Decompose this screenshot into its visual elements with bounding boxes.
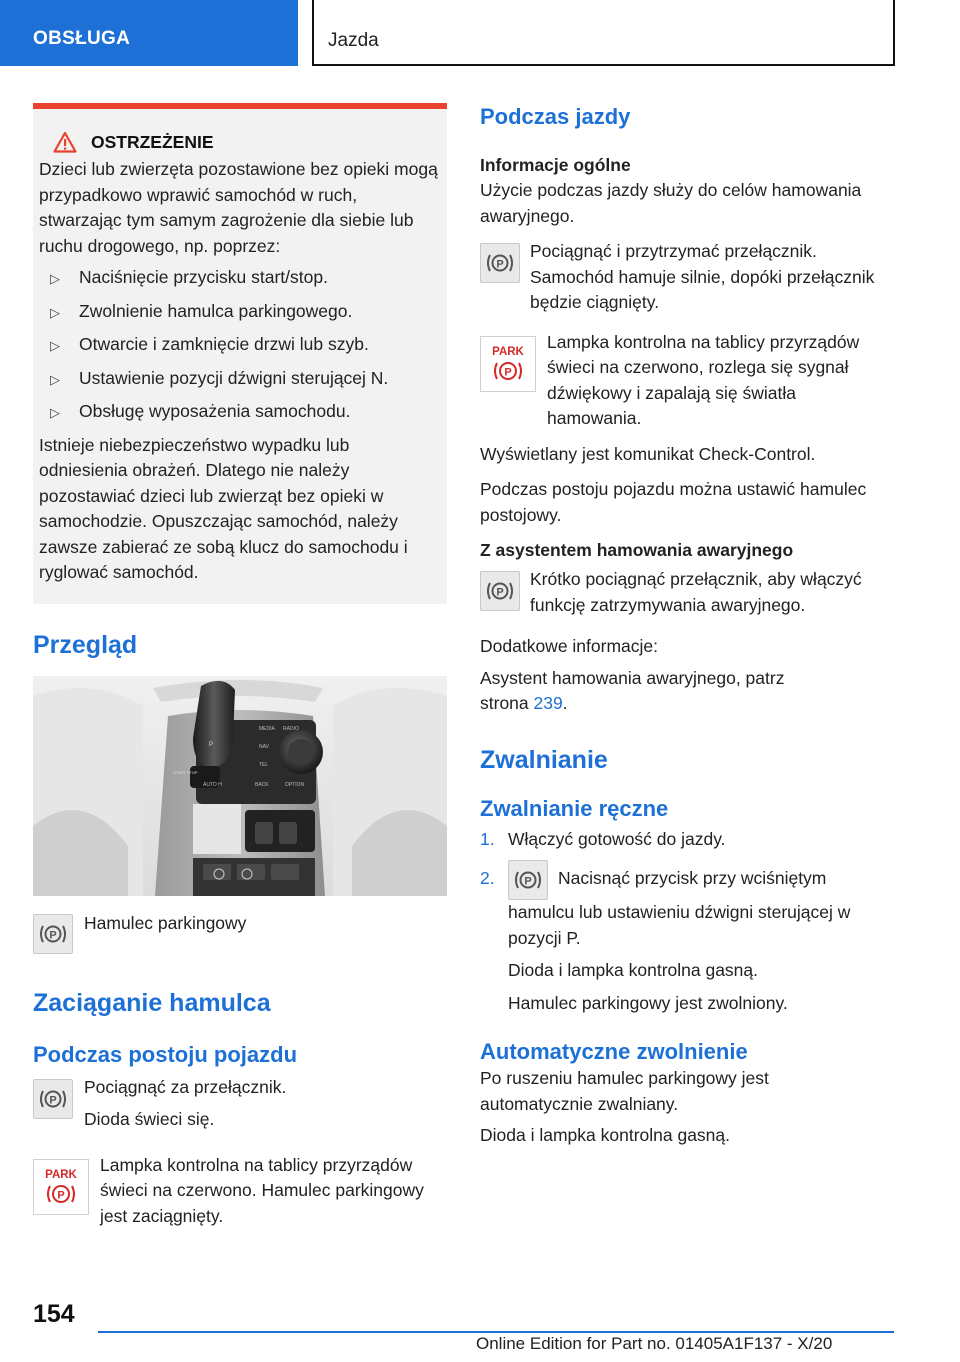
assistant-heading: Z asystentem hamowania awaryjnego	[480, 540, 794, 560]
console-label-back: BACK	[255, 781, 269, 788]
assistant-text: Krótko pociągnąć przełącznik, aby włączyć funkcję zatrzymywania awaryjnego.	[530, 569, 862, 615]
reference-text: Asystent hamowania awaryjnego, patrz strona 239.	[480, 667, 785, 713]
page-reference-link[interactable]: 239	[533, 693, 563, 713]
parking-brake-caption: Hamulec parkingowy	[84, 912, 247, 933]
svg-text:P: P	[49, 1094, 57, 1106]
svg-text:P: P	[57, 1189, 65, 1201]
warning-item: ▷ Otwarcie i zamknięcie drzwi lub szyb.	[39, 332, 441, 359]
triangle-bullet-icon: ▷	[50, 304, 60, 320]
check-control-text: Wyświetlany jest komunikat Check-Control.	[480, 443, 816, 464]
parking-brake-icon	[480, 571, 520, 611]
warning-list	[39, 265, 441, 426]
release-led-text: Dioda i lampka kontrolna gasną.	[508, 960, 759, 980]
park-indicator-lamp-icon	[33, 1159, 89, 1215]
release-steps	[480, 827, 895, 952]
pull-switch-text: Pociągnąć za przełącznik.	[84, 1076, 287, 1097]
driving-indicator-row	[480, 330, 895, 432]
svg-text:PARK: PARK	[492, 345, 524, 358]
chapter-tab	[312, 0, 895, 66]
releasing-heading: Zwalnianie	[480, 745, 608, 774]
triangle-bullet-icon: ▷	[50, 338, 60, 353]
warning-intro: Dzieci lub zwierzęta pozostawione bez opieki mogą przypadkowo wprawić samochód w ruch, stwarzając tym samym zagrożenie dla siebie lub ruchu drogowego, np. poprzez:	[39, 159, 438, 256]
left-column	[33, 103, 447, 1229]
console-label-tel: TEL	[259, 761, 269, 768]
footer-divider	[98, 1331, 894, 1333]
auto-release-led-text: Dioda i lampka kontrolna gasną.	[480, 1125, 731, 1145]
driving-indicator-text: Lampka kontrolna na tablicy przyrządów świeci na czerwono, rozlega się sygnał dźwiękowy i zapalają się światła hamowania.	[547, 331, 860, 428]
step-item: 1. Włączyć gotowość do jazdy.	[480, 828, 726, 849]
svg-text:P: P	[504, 366, 512, 378]
overview-heading: Przegląd	[33, 630, 138, 659]
emergency-pull-row	[480, 239, 895, 316]
parking-brake-icon	[508, 860, 548, 900]
warning-outro: Istnieje niebezpieczeństwo wypadku lub odniesienia obrażeń. Dlatego nie należy pozostawiać dzieci lub zwierząt bez opieki w samochodzie. Opuszczając samochód, należy zawsze zabierać ze sobą klucz do samochodu i ryglować samochód.	[39, 434, 408, 582]
general-info-text: Użycie podczas jazdy służy do celów hamowania awaryjnego.	[480, 180, 862, 226]
driving-heading: Podczas jazdy	[480, 104, 631, 129]
release-done-text: Hamulec parkingowy jest zwolniony.	[508, 992, 788, 1013]
center-console-illustration	[33, 676, 447, 896]
svg-text:P: P	[524, 875, 532, 888]
console-label-radio: RADIO	[283, 725, 299, 732]
warning-item: ▷ Naciśnięcie przycisku start/stop.	[39, 265, 441, 292]
indicator-lamp-row	[33, 1153, 447, 1230]
parking-brake-icon	[33, 1079, 73, 1119]
parking-brake-icon	[33, 914, 73, 954]
console-label-media: MEDIA	[259, 725, 275, 732]
console-label-nav: NAV	[259, 743, 269, 750]
svg-text:P: P	[49, 929, 57, 941]
applying-heading: Zaciąganie hamulca	[33, 988, 271, 1017]
warning-title: OSTRZEŻENIE	[91, 131, 214, 152]
console-label-option: OPTION	[285, 781, 305, 788]
svg-text:P: P	[496, 586, 504, 599]
console-label-auto-h: AUTO H	[203, 781, 222, 788]
warning-header	[39, 131, 441, 153]
parking-brake-icon	[480, 243, 520, 283]
park-indicator-lamp-icon	[480, 336, 536, 392]
pull-switch-row	[33, 1075, 447, 1133]
standstill-heading: Podczas postoju pojazdu	[33, 1041, 298, 1067]
auto-release-text: Po ruszeniu hamulec parkingowy jest automatycznie zwalniany.	[480, 1068, 769, 1114]
warning-item: ▷ Obsługę wyposażenia samochodu.	[39, 399, 441, 426]
assistant-row	[480, 567, 895, 618]
general-info-heading: Informacje ogólne	[480, 155, 631, 175]
auto-release-heading: Automatyczne zwolnienie	[480, 1039, 748, 1064]
page-number: 154	[33, 1300, 75, 1328]
warning-item: ▷ Zwolnienie hamulca parkingowego.	[39, 299, 441, 326]
console-label-start-stop: START STOP	[173, 769, 198, 775]
step-item: 2. P Nacisnąć przycisk przy wciśniętym hamulcu lub ustawieniu dźwigni sterującej w pozycji P.	[480, 866, 895, 951]
center-console-photo	[33, 676, 447, 896]
emergency-pull-text: Pociągnąć i przytrzymać przełącznik. Samochód hamuje silnie, dopóki przełącznik będzie ciągnięty.	[530, 241, 875, 312]
warning-item: ▷ Ustawienie pozycji dźwigni sterującej N.	[39, 366, 441, 393]
triangle-bullet-icon: ▷	[50, 405, 60, 420]
section-tab	[0, 0, 298, 66]
led-on-text: Dioda świeci się.	[84, 1109, 215, 1129]
manual-release-heading: Zwalnianie ręczne	[480, 795, 669, 821]
standstill-text: Podczas postoju pojazdu można ustawić hamulec postojowy.	[480, 479, 867, 525]
edition-text: Online Edition for Part no. 01405A1F137 - X/20	[476, 1334, 833, 1353]
right-column	[480, 103, 895, 1149]
warning-triangle-icon	[53, 131, 77, 153]
triangle-bullet-icon: ▷	[50, 371, 60, 387]
svg-text:PARK: PARK	[45, 1168, 77, 1181]
triangle-bullet-icon: ▷	[50, 271, 60, 286]
warning-box	[33, 103, 447, 604]
svg-text:P: P	[496, 258, 504, 271]
gear-label-p: P	[209, 741, 214, 748]
parking-brake-caption-row	[33, 914, 447, 954]
chapter-title: Jazda	[328, 30, 379, 51]
section-title: OBSŁUGA	[33, 28, 131, 49]
indicator-lamp-text: Lampka kontrolna na tablicy przyrządów świeci na czerwono. Hamulec parkingowy jest zaciągnięty.	[100, 1154, 424, 1226]
additional-info-label: Dodatkowe informacje:	[480, 636, 658, 656]
